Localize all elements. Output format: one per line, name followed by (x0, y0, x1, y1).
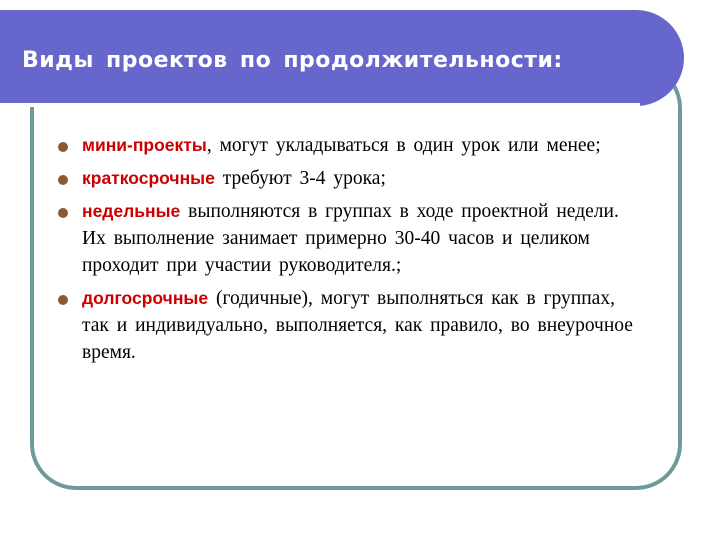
bullet-list (58, 132, 648, 372)
list-item (58, 198, 648, 279)
item-term: краткосрочные (82, 168, 215, 188)
list-item (58, 285, 648, 366)
slide-title: Виды проектов по продолжительности: (22, 48, 563, 73)
item-term: недельные (82, 201, 181, 221)
item-term: долгосрочные (82, 288, 209, 308)
item-text: (годичные), могут выполняться как в группах, так и индивидуально, выполняется, как правило, во внеурочное время. (82, 288, 633, 363)
list-item (58, 132, 648, 159)
bullet-icon (58, 175, 68, 185)
title-underline (0, 103, 640, 107)
item-text: , могут укладываться в один урок или менее; (206, 135, 601, 156)
title-banner (0, 10, 684, 106)
bullet-icon (58, 208, 68, 218)
item-text: выполняются в группах в ходе проектной недели. Их выполнение занимает примерно 30-40 часов и целиком проходит при участии руководителя.; (82, 201, 619, 276)
item-term: мини-проекты (82, 135, 207, 155)
item-text: требуют 3-4 урока; (214, 168, 386, 189)
list-item (58, 165, 648, 192)
bullet-icon (58, 142, 68, 152)
bullet-icon (58, 295, 68, 305)
